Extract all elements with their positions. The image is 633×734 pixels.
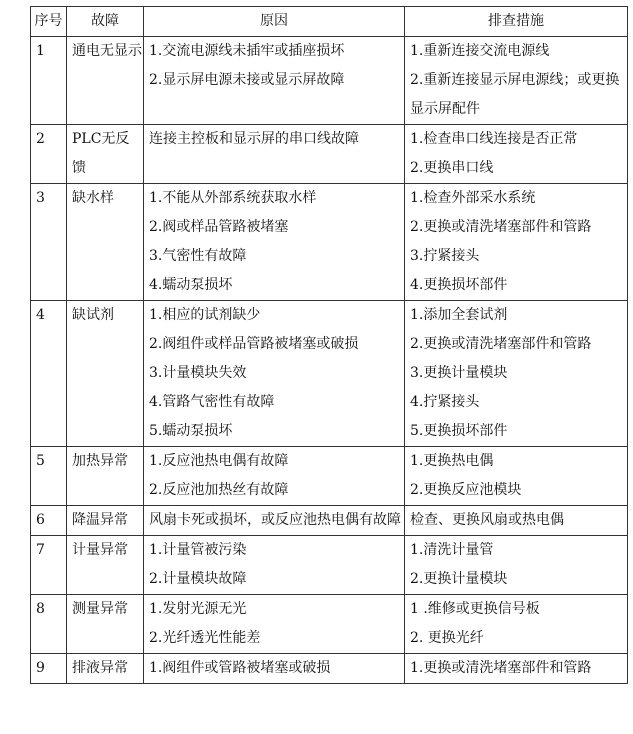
row-seq: 6 bbox=[31, 506, 67, 536]
row-causes bbox=[144, 184, 405, 301]
cause-line: 连接主控板和显示屏的串口线故障 bbox=[149, 131, 359, 147]
row-causes bbox=[144, 654, 405, 684]
row-seq: 2 bbox=[31, 125, 67, 184]
measure-line: 2.更换反应池模块 bbox=[410, 482, 522, 498]
table-row bbox=[31, 37, 628, 125]
row-causes bbox=[144, 447, 405, 506]
measure-line: 1.检查串口线连接是否正常 bbox=[410, 131, 578, 147]
measure-line: 3.拧紧接头 bbox=[410, 248, 480, 264]
table-row bbox=[31, 536, 628, 595]
row-seq: 3 bbox=[31, 184, 67, 301]
measure-line: 1.更换热电偶 bbox=[410, 453, 494, 469]
troubleshooting-table bbox=[30, 6, 628, 684]
measure-line: 1.添加全套试剂 bbox=[410, 307, 508, 323]
row-fault: 计量异常 bbox=[67, 536, 144, 595]
measure-line: 1.检查外部采水系统 bbox=[410, 190, 536, 206]
row-fault: 排液异常 bbox=[67, 654, 144, 684]
measure-line: 2.更换或清洗堵塞部件和管路 bbox=[410, 336, 592, 352]
measure-line: 1.重新连接交流电源线 bbox=[410, 43, 550, 59]
header-row bbox=[31, 7, 628, 37]
row-causes bbox=[144, 536, 405, 595]
measure-line: 1.清洗计量管 bbox=[410, 542, 494, 558]
measure-line: 1.更换或清洗堵塞部件和管路 bbox=[410, 660, 592, 676]
table-row bbox=[31, 447, 628, 506]
cause-line: 2.计量模块故障 bbox=[149, 571, 247, 587]
row-causes bbox=[144, 506, 405, 536]
row-fault: PLC无反馈 bbox=[67, 125, 144, 184]
row-fault: 加热异常 bbox=[67, 447, 144, 506]
measure-line: 2.更换或清洗堵塞部件和管路 bbox=[410, 219, 592, 235]
row-causes bbox=[144, 125, 405, 184]
row-measures bbox=[405, 654, 628, 684]
table-row bbox=[31, 506, 628, 536]
row-measures bbox=[405, 536, 628, 595]
row-causes bbox=[144, 301, 405, 447]
measure-line: 检查、更换风扇或热电偶 bbox=[410, 512, 564, 528]
cause-line: 4.管路气密性有故障 bbox=[149, 394, 275, 410]
cause-line: 风扇卡死或损坏，或反应池热电偶有故障 bbox=[149, 512, 401, 528]
cause-line: 1.相应的试剂缺少 bbox=[149, 307, 261, 323]
measure-line: 4.更换损坏部件 bbox=[410, 277, 508, 293]
row-seq: 4 bbox=[31, 301, 67, 447]
header-cause: 原因 bbox=[144, 7, 405, 37]
measure-line: 2.更换串口线 bbox=[410, 160, 494, 176]
table-row bbox=[31, 301, 628, 447]
measure-line: 4.拧紧接头 bbox=[410, 394, 480, 410]
row-measures bbox=[405, 301, 628, 447]
row-measures bbox=[405, 37, 628, 125]
cause-line: 4.蠕动泵损坏 bbox=[149, 277, 233, 293]
row-causes bbox=[144, 595, 405, 654]
row-seq: 7 bbox=[31, 536, 67, 595]
cause-line: 2.光纤透光性能差 bbox=[149, 630, 261, 646]
cause-line: 2.阀组件或样品管路被堵塞或破损 bbox=[149, 336, 359, 352]
cause-line: 1.发射光源无光 bbox=[149, 601, 247, 617]
row-causes bbox=[144, 37, 405, 125]
table-header bbox=[31, 7, 628, 37]
header-seq: 序号 bbox=[31, 7, 67, 37]
row-fault: 降温异常 bbox=[67, 506, 144, 536]
cause-line: 3.计量模块失效 bbox=[149, 365, 247, 381]
measure-line: 2.重新连接显示屏电源线；或更换显示屏配件 bbox=[410, 72, 620, 117]
cause-line: 2.反应池加热丝有故障 bbox=[149, 482, 289, 498]
cause-line: 3.气密性有故障 bbox=[149, 248, 247, 264]
measure-line: 2. 更换光纤 bbox=[410, 630, 484, 646]
row-fault: 缺水样 bbox=[67, 184, 144, 301]
table-row bbox=[31, 184, 628, 301]
cause-line: 2.显示屏电源未接或显示屏故障 bbox=[149, 72, 345, 88]
header-measure: 排查措施 bbox=[405, 7, 628, 37]
row-seq: 1 bbox=[31, 37, 67, 125]
row-measures bbox=[405, 506, 628, 536]
table-row bbox=[31, 595, 628, 654]
measure-line: 2.更换计量模块 bbox=[410, 571, 508, 587]
cause-line: 2.阀或样品管路被堵塞 bbox=[149, 219, 289, 235]
row-measures bbox=[405, 184, 628, 301]
row-fault: 测量异常 bbox=[67, 595, 144, 654]
row-seq: 8 bbox=[31, 595, 67, 654]
cause-line: 5.蠕动泵损坏 bbox=[149, 423, 233, 439]
row-measures bbox=[405, 125, 628, 184]
measure-line: 5.更换损坏部件 bbox=[410, 423, 508, 439]
row-seq: 9 bbox=[31, 654, 67, 684]
row-measures bbox=[405, 595, 628, 654]
measure-line: 3.更换计量模块 bbox=[410, 365, 508, 381]
cause-line: 1.不能从外部系统获取水样 bbox=[149, 190, 317, 206]
measure-line: 1 .维修或更换信号板 bbox=[410, 601, 540, 617]
row-fault: 缺试剂 bbox=[67, 301, 144, 447]
header-fault: 故障 bbox=[67, 7, 144, 37]
row-seq: 5 bbox=[31, 447, 67, 506]
table-row bbox=[31, 654, 628, 684]
cause-line: 1.反应池热电偶有故障 bbox=[149, 453, 289, 469]
cause-line: 1.计量管被污染 bbox=[149, 542, 247, 558]
cause-line: 1.阀组件或管路被堵塞或破损 bbox=[149, 660, 331, 676]
row-fault: 通电无显示 bbox=[67, 37, 144, 125]
cause-line: 1.交流电源线未插牢或插座损坏 bbox=[149, 43, 345, 59]
table-row bbox=[31, 125, 628, 184]
table-body bbox=[31, 37, 628, 684]
row-measures bbox=[405, 447, 628, 506]
